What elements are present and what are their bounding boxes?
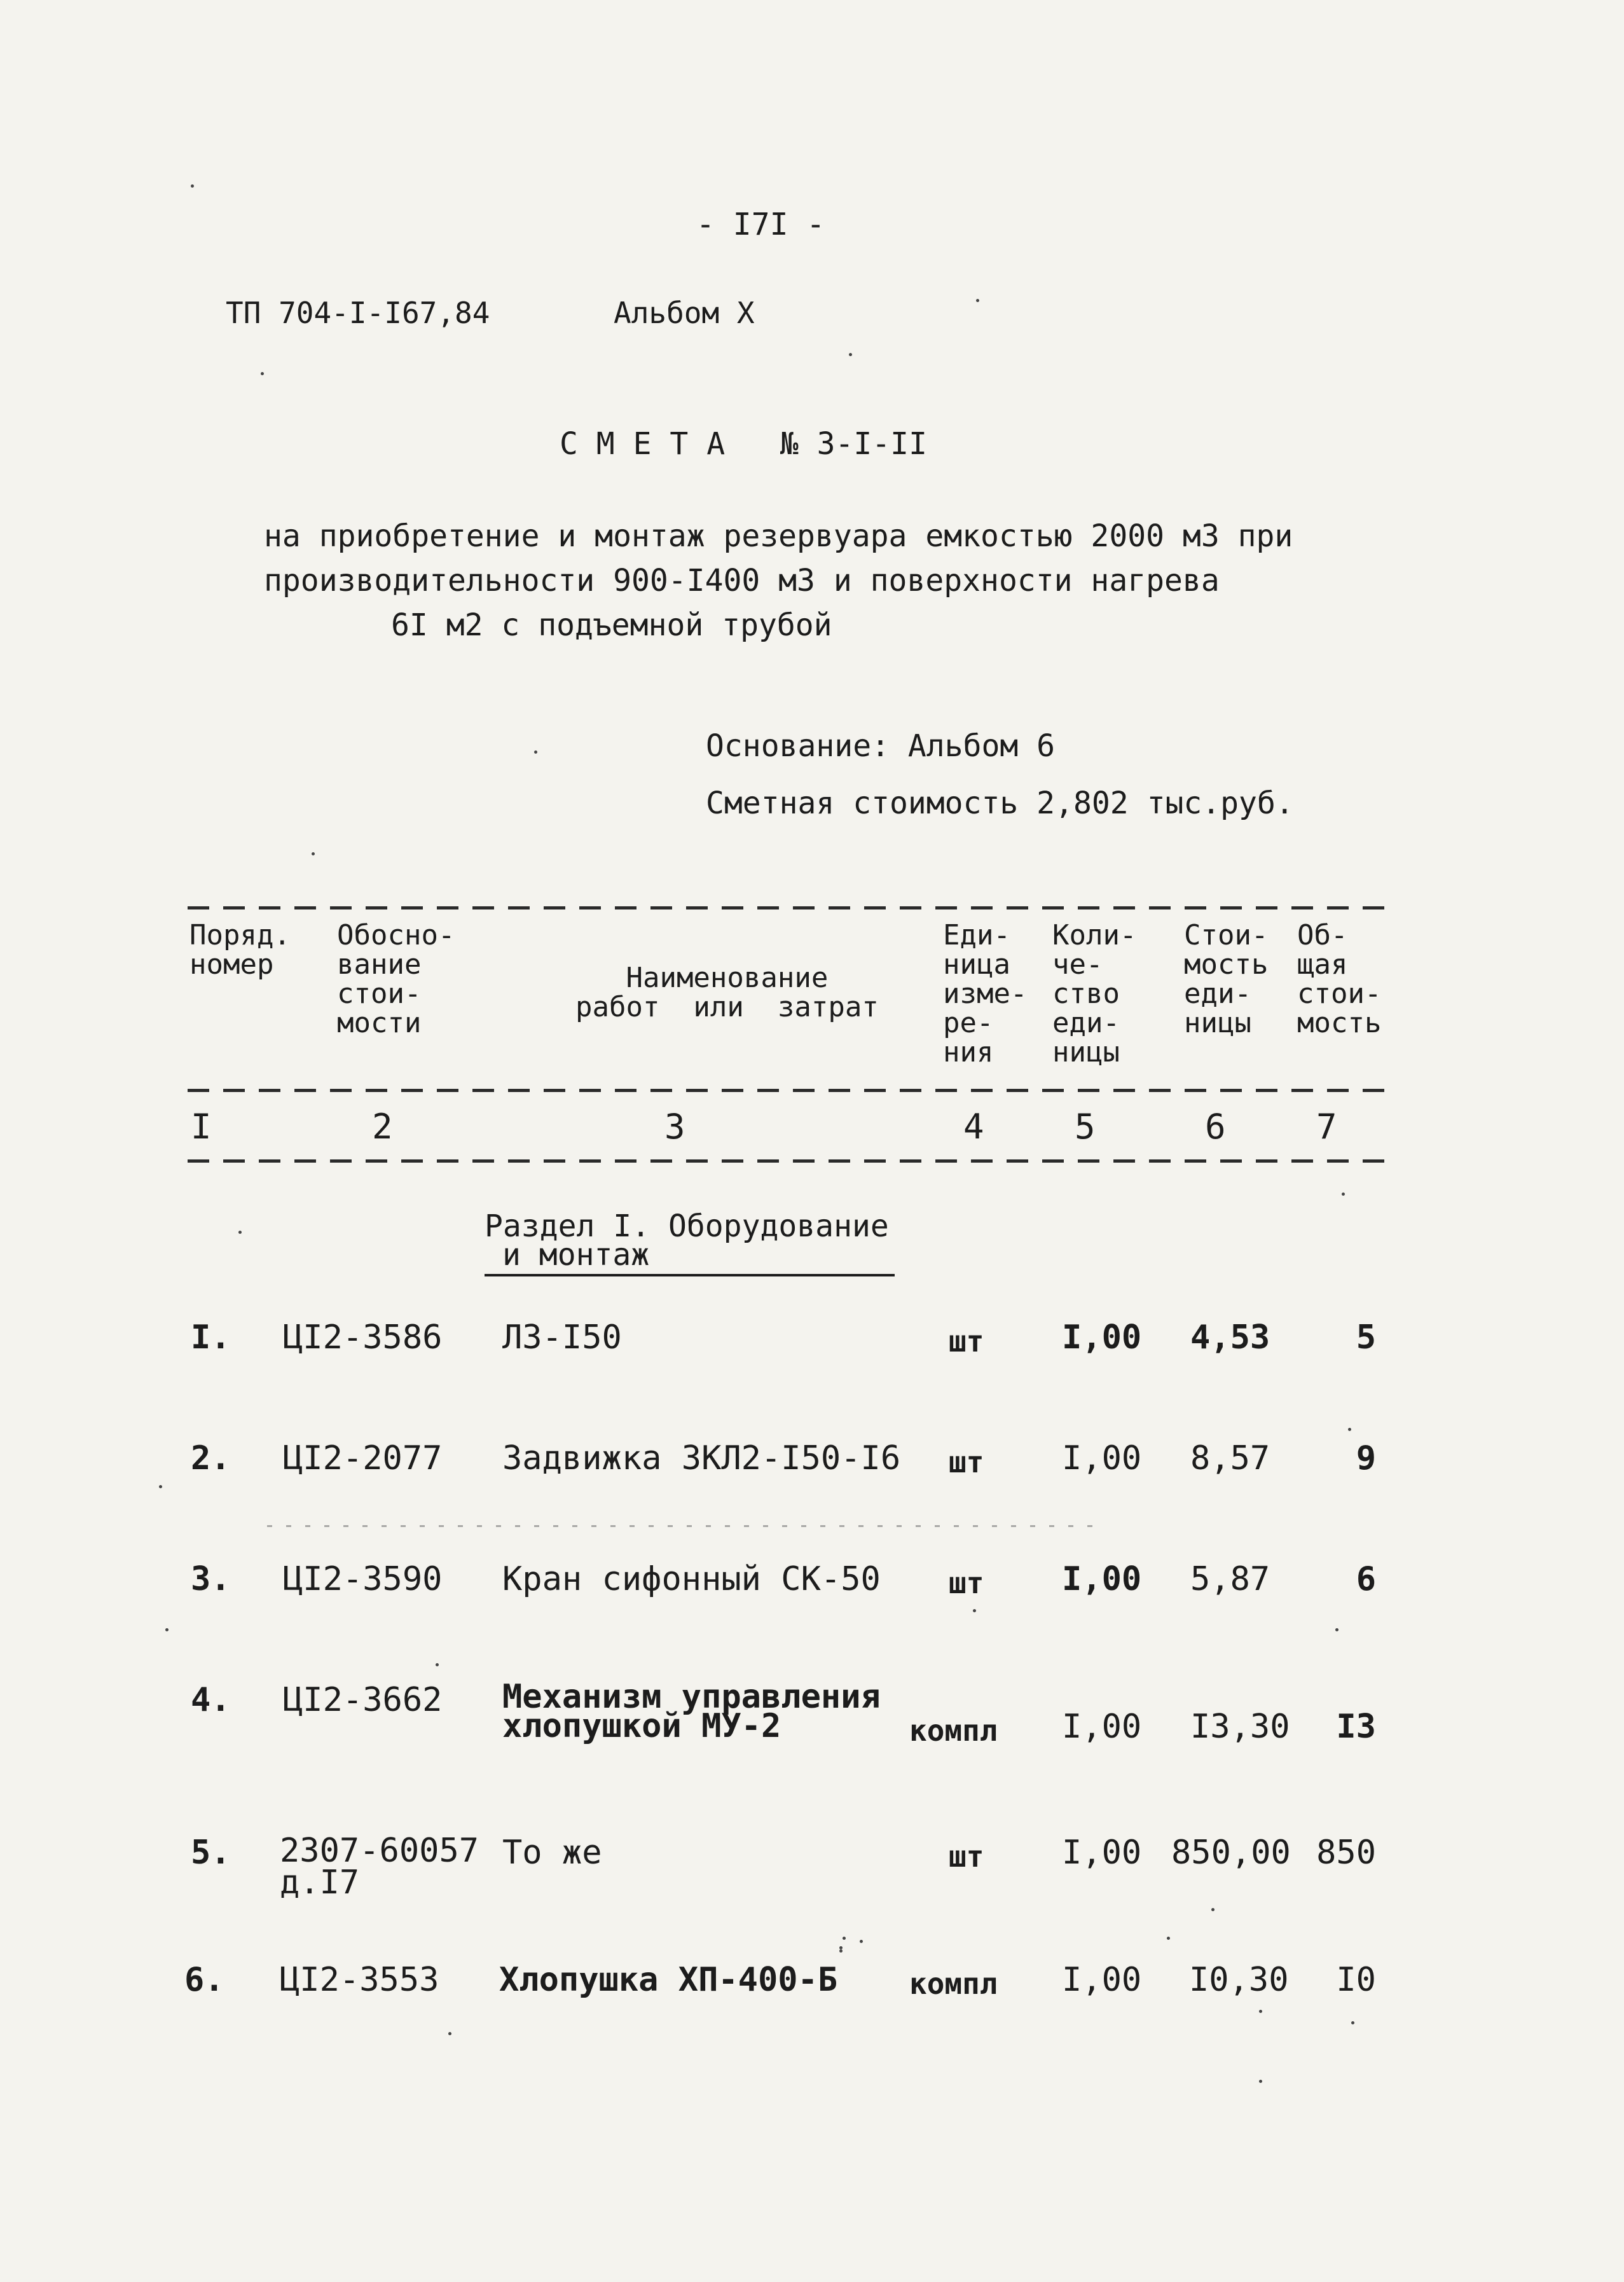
scan-speck [312, 852, 315, 855]
scan-speck [1342, 1193, 1345, 1196]
scan-speck [843, 1937, 846, 1940]
row-name: ЛЗ-I50 [502, 1318, 622, 1357]
row-basis: ЦI2-2077 [283, 1439, 443, 1477]
subtitle-line-1: на приобретение и монтаж резервуара емкостью 2000 м3 при [264, 518, 1293, 554]
row-basis: 2307-60057 д.I7 [280, 1832, 479, 1902]
row-quantity: I,00 [1062, 1318, 1142, 1357]
table-row [0, 1561, 1624, 1638]
scan-speck [839, 1949, 843, 1953]
row-basis: ЦI2-3553 [280, 1961, 439, 1999]
column-number-4: 4 [963, 1107, 984, 1147]
column-numbers-bottom-rule [188, 1159, 1396, 1163]
row-unit: шт [949, 1445, 984, 1479]
row-number: 5. [191, 1834, 231, 1872]
section-title-underline [485, 1274, 895, 1276]
row-name: То же [502, 1834, 602, 1872]
header-unit: Еди- ница изме- ре- ния [943, 919, 1028, 1068]
table-row [0, 1320, 1624, 1396]
row-total: 6 [1356, 1560, 1376, 1598]
document-title: С М Е Т А № 3-I-II [560, 426, 927, 462]
row-quantity: I,00 [1062, 1708, 1142, 1746]
column-number-1: I [191, 1107, 212, 1147]
row-unit-cost: I3,30 [1190, 1708, 1290, 1746]
scan-speck [860, 1940, 863, 1943]
column-number-6: 6 [1205, 1107, 1226, 1147]
row-total: 5 [1356, 1318, 1376, 1357]
scan-speck [534, 750, 537, 754]
scan-speck [238, 1231, 242, 1234]
section-title-line-2: и монтаж [502, 1237, 653, 1276]
row-unit: шт [949, 1324, 984, 1359]
table-row [0, 1441, 1624, 1517]
header-unit-cost: Стои- мость еди- ницы [1184, 919, 1269, 1039]
scan-speck [1167, 1937, 1170, 1940]
header-bottom-rule [188, 1089, 1396, 1092]
row-basis: ЦI2-3662 [283, 1681, 443, 1719]
table-top-rule [188, 906, 1396, 909]
row-unit: компл [909, 1967, 998, 2001]
scan-speck [976, 299, 979, 302]
column-number-3: 3 [664, 1107, 685, 1147]
scan-speck [436, 1663, 439, 1666]
subtitle-line-2: производительности 900-I400 м3 и поверхности нагрева [264, 563, 1220, 598]
row-number: 3. [191, 1560, 231, 1598]
scan-speck [191, 184, 194, 188]
album-label: Альбом X [614, 296, 755, 330]
row-unit: шт [949, 1566, 984, 1600]
section-title-line-1: Раздел I. Оборудование [485, 1208, 889, 1244]
row-unit: шт [949, 1839, 984, 1874]
row-unit-cost: 850,00 [1171, 1834, 1291, 1872]
table-row [0, 1962, 1624, 2038]
scan-speck [1351, 2021, 1354, 2024]
row-total: I3 [1336, 1708, 1376, 1746]
table-row [0, 1832, 1624, 1918]
row-quantity: I,00 [1062, 1961, 1142, 1999]
scan-speck [1259, 2010, 1262, 2013]
row-number: 6. [184, 1961, 224, 1999]
scan-speck [1335, 1628, 1338, 1631]
column-number-2: 2 [372, 1107, 393, 1147]
row-basis: ЦI2-3590 [283, 1560, 443, 1598]
row-unit-cost: 5,87 [1190, 1560, 1270, 1598]
project-code: ТП 704-I-I67,84 [226, 296, 490, 330]
row-unit-cost: 8,57 [1190, 1439, 1270, 1477]
header-cost-basis: Обосно- вание стои- мости [337, 919, 455, 1039]
scan-noise-line [267, 1525, 1094, 1527]
scan-speck [1259, 2080, 1262, 2083]
scan-speck [1348, 1428, 1351, 1431]
row-name: Кран сифонный СК-50 [502, 1560, 881, 1598]
scan-speck [159, 1485, 162, 1488]
row-name: Хлопушка ХП-400-Б [499, 1961, 838, 1999]
row-quantity: I,00 [1062, 1834, 1142, 1872]
row-quantity: I,00 [1062, 1560, 1142, 1598]
row-number: 4. [191, 1681, 231, 1719]
subtitle-line-3: 6I м2 с подъемной трубой [391, 607, 832, 643]
estimated-cost-line: Сметная стоимость 2,802 тыс.руб. [706, 785, 1294, 821]
scan-speck [448, 2032, 451, 2035]
row-unit-cost: I0,30 [1189, 1961, 1289, 1999]
row-number: I. [191, 1318, 231, 1357]
basis-line: Основание: Альбом 6 [706, 728, 1056, 764]
scan-speck [165, 1628, 169, 1631]
row-name: Механизм управления хлопушкой МУ-2 [502, 1678, 881, 1745]
scan-speck [1211, 1908, 1215, 1911]
page-number: - I7I - [696, 207, 825, 242]
column-number-7: 7 [1316, 1107, 1337, 1147]
header-quantity: Коли- че- ство еди- ницы [1052, 919, 1137, 1068]
row-unit-cost: 4,53 [1190, 1318, 1270, 1357]
row-name: Задвижка ЗКЛ2-I50-I6 [502, 1439, 901, 1477]
header-order-number: Поряд. номер [189, 919, 291, 981]
scan-speck [839, 1946, 843, 1949]
scan-speck [849, 353, 852, 356]
table-row [0, 1678, 1624, 1765]
column-number-5: 5 [1075, 1107, 1096, 1147]
scan-speck [261, 372, 264, 375]
scan-speck [973, 1609, 976, 1612]
header-work-name: Наименование работ или затрат [575, 962, 879, 1023]
row-quantity: I,00 [1062, 1439, 1142, 1477]
row-total: 850 [1316, 1834, 1376, 1872]
header-total-cost: Об- щая стои- мость [1297, 919, 1382, 1039]
row-total: I0 [1336, 1961, 1376, 1999]
row-number: 2. [191, 1439, 231, 1477]
row-unit: компл [909, 1713, 998, 1748]
row-basis: ЦI2-3586 [283, 1318, 443, 1357]
row-total: 9 [1356, 1439, 1376, 1477]
